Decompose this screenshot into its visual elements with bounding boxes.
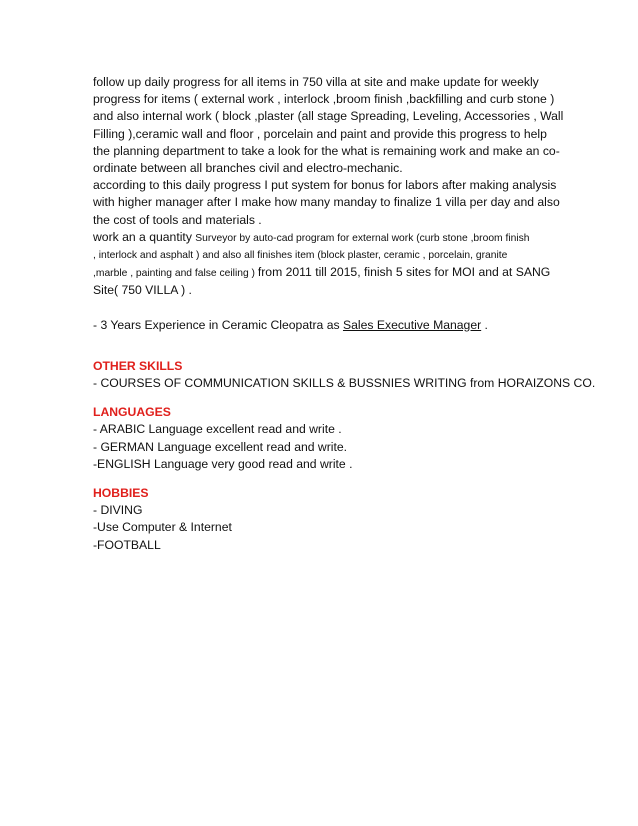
experience-line: with higher manager after I make how many manday to finalize 1 villa per day and also	[93, 195, 560, 210]
languages-heading: LANGUAGES	[93, 405, 171, 420]
language-item: - ARABIC Language excellent read and write .	[93, 422, 342, 437]
other-skills-heading: OTHER SKILLS	[93, 358, 183, 373]
hobby-item: -FOOTBALL	[93, 537, 161, 552]
quantity-detail: Surveyor by auto-cad program for external work (curb stone ,broom finish	[195, 232, 530, 244]
quantity-surveyor-line: Site( 750 VILLA ) .	[93, 283, 192, 298]
quantity-surveyor-line	[93, 229, 553, 247]
quantity-period: from 2011 till 2015, finish 5 sites for MOI and at SANG	[257, 265, 551, 280]
other-skills-section	[93, 358, 596, 392]
language-item: -ENGLISH Language very good read and write .	[93, 456, 353, 471]
hobbies-section	[93, 485, 553, 554]
experience-line: Filling ),ceramic wall and floor , porcelain and paint and provide this progress to help	[93, 126, 547, 141]
hobby-item: -Use Computer & Internet	[93, 520, 232, 535]
hobbies-heading: HOBBIES	[93, 486, 149, 501]
quantity-surveyor-line	[93, 264, 553, 282]
other-skills-item: - COURSES OF COMMUNICATION SKILLS & BUSSNIES WRITING from HORAIZONS CO.	[93, 376, 596, 391]
experience-line: progress for items ( external work , interlock ,broom finish ,backfilling and curb stone )	[93, 92, 555, 107]
cleopatra-experience-line	[93, 317, 553, 334]
hobby-item: - DIVING	[93, 503, 143, 518]
resume-page	[93, 74, 596, 554]
quantity-surveyor-line: , interlock and asphalt ) and also all finishes item (block plaster, ceramic , porcelain, granite	[93, 250, 508, 262]
cleopatra-job-title: Sales Executive Manager	[342, 317, 482, 332]
experience-line: follow up daily progress for all items in 750 villa at site and make update for weekly	[93, 75, 539, 89]
language-item: - GERMAN Language excellent read and write.	[93, 439, 348, 454]
quantity-prefix: work an a quantity	[93, 229, 196, 244]
languages-section	[93, 404, 553, 473]
experience-line: the cost of tools and materials .	[93, 212, 262, 227]
cleopatra-prefix: - 3 Years Experience in Ceramic Cleopatra as	[93, 317, 343, 332]
cleopatra-suffix: .	[481, 317, 488, 332]
experience-line: ordinate between all branches civil and electro-mechanic.	[93, 161, 403, 176]
experience-line: and also internal work ( block ,plaster (all stage Spreading, Leveling, Accessories , Wall	[93, 109, 564, 124]
experience-line: the planning department to take a look for the what is remaining work and make an co-	[93, 143, 560, 158]
quantity-detail: ,marble , painting and false ceiling )	[93, 268, 258, 280]
experience-line: according to this daily progress I put system for bonus for labors after making analysis	[93, 178, 557, 193]
experience-section	[93, 74, 564, 334]
